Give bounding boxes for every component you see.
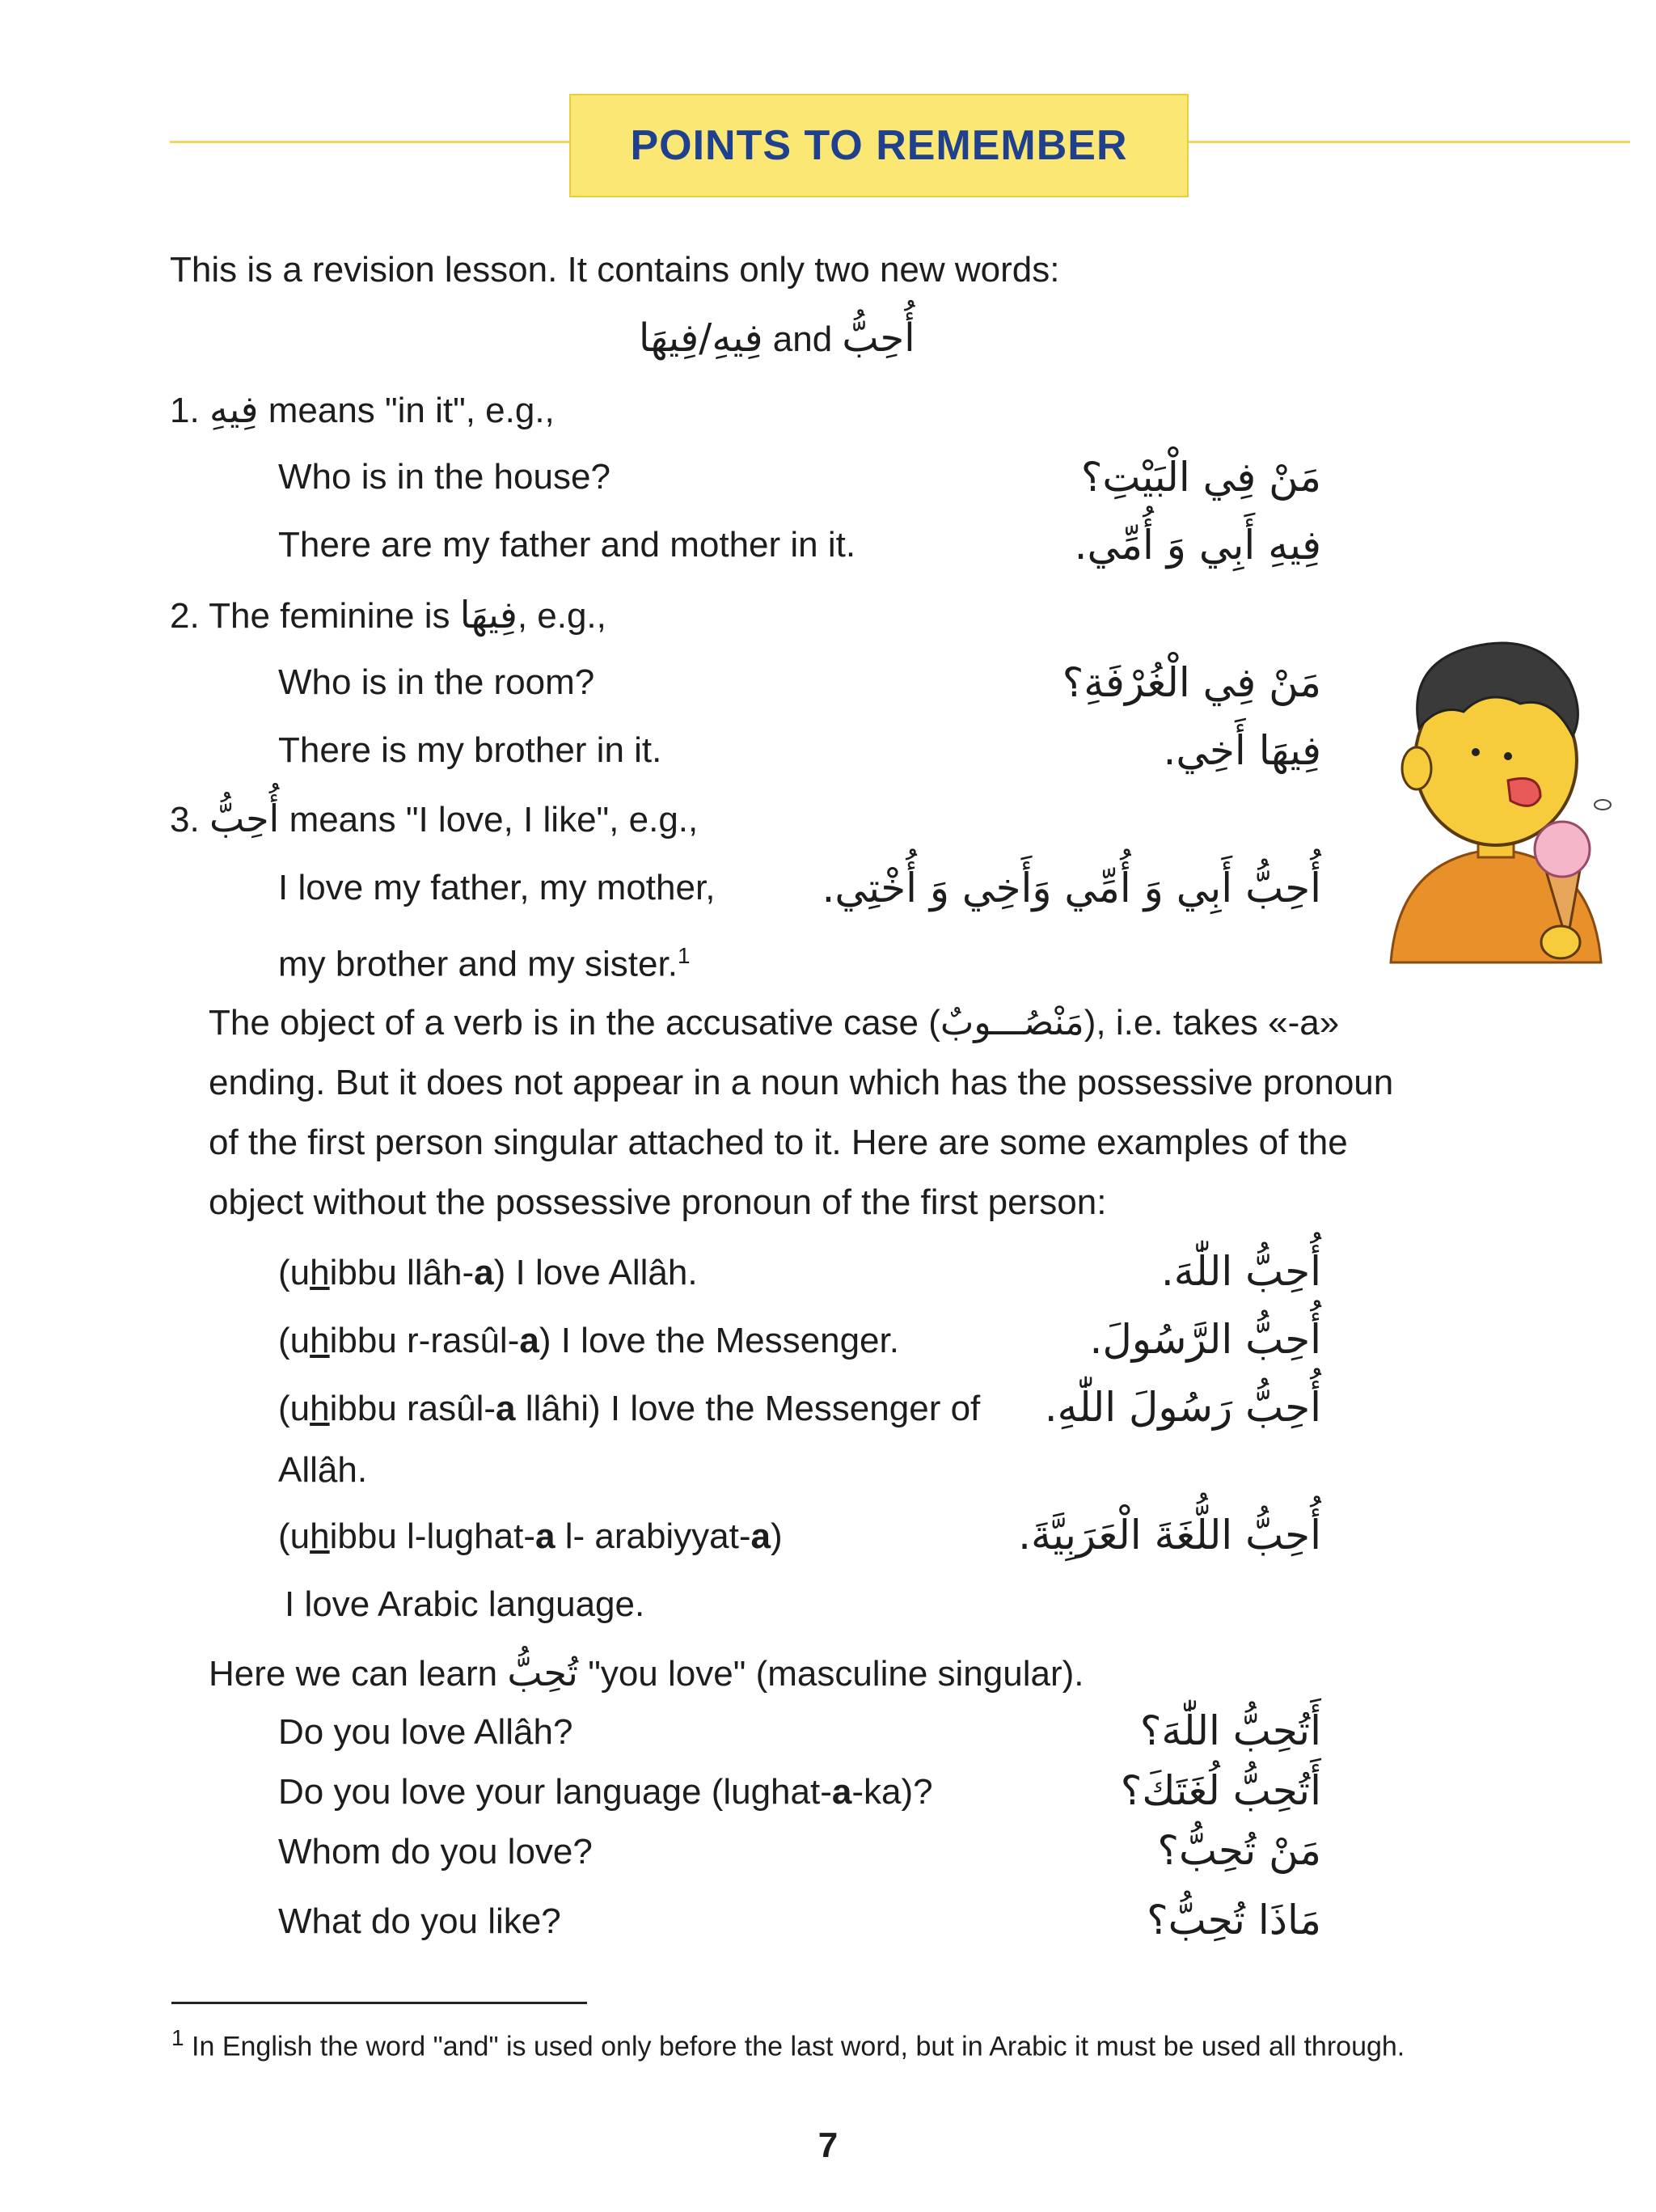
footnote-mark: 1 <box>171 2025 184 2050</box>
question-language-en: Do you love your language (lughat-a-ka)? <box>278 1772 933 1812</box>
item2-eg: , e.g., <box>517 596 606 636</box>
drip <box>1595 800 1611 810</box>
item3-arabic: أُحِبُّ <box>209 797 280 840</box>
paragraph-text-rest: ), i.e. takes «-a» ending. But it does not appear in a noun which has the possessive pronoun of the first person singular attached to it. Here are some examples of the object without the possessive pronoun of the first person: <box>209 1003 1394 1222</box>
new-words-line <box>639 315 915 362</box>
footnote-text: In English the word "and" is used only before the last word, but in Arabic it must be used all through. <box>192 2031 1405 2062</box>
page-title: POINTS TO REMEMBER <box>630 122 1128 169</box>
item2-text: 2. The feminine is <box>170 596 450 636</box>
mansub-arabic: مَنْصُـــوبٌ <box>940 1002 1084 1043</box>
hand <box>1541 926 1580 958</box>
intro-line: This is a revision lesson. It contains only two new words: <box>170 250 1060 290</box>
example-arabic-language-en: (uhibbu l-lughat-a l- arabiyyat-a) <box>278 1516 783 1556</box>
footnote-ref: 1 <box>677 943 691 968</box>
item2-example1-ar: مَنْ فِي الْغُرْفَةِ؟ <box>1062 659 1321 706</box>
accusative-paragraph <box>209 993 1405 1233</box>
item1-arabic: فِيهِ <box>209 387 259 431</box>
example-messenger-allah-cont: Allâh. <box>278 1450 368 1490</box>
example-messenger-allah-ar: أُحِبُّ رَسُولَ اللّٰهِ. <box>1044 1384 1321 1431</box>
item2-example2-en: There is my brother in it. <box>278 730 662 770</box>
item1-example1-ar: مَنْ فِي الْبَيْتِ؟ <box>1080 454 1321 501</box>
tongue <box>1508 779 1540 806</box>
example-messenger-en: (uhibbu r-rasûl-a) I love the Messenger. <box>278 1321 899 1360</box>
question-love-allah-ar: أَتُحِبُّ اللّٰهَ؟ <box>1139 1707 1321 1754</box>
boy-ice-cream-illustration <box>1375 623 1617 979</box>
question-whom-en: Whom do you love? <box>278 1832 593 1872</box>
question-love-allah-en: Do you love Allâh? <box>278 1712 573 1752</box>
learn-meaning: "you love" (masculine singular). <box>588 1654 1084 1694</box>
header-rule-right <box>1185 141 1630 143</box>
new-word-uhibbu: أُحِبُّ <box>842 315 915 361</box>
header-rule-left <box>170 141 569 143</box>
ice-cream-scoop <box>1535 822 1590 877</box>
ear <box>1402 747 1431 789</box>
tuhibbu-arabic: تُحِبُّ <box>507 1651 578 1694</box>
item2-heading <box>170 592 606 639</box>
paragraph-text-start: The object of a verb is in the accusative case ( <box>209 1003 940 1043</box>
item2-example1-en: Who is in the room? <box>278 662 595 702</box>
item1-example2-ar: فِيهِ أَبِي وَ أُمِّي. <box>1074 522 1321 569</box>
item3-heading <box>170 796 698 843</box>
example-arabic-language-translation: I love Arabic language. <box>285 1584 645 1624</box>
page-number: 7 <box>817 2125 839 2165</box>
item1-example1-en: Who is in the house? <box>278 457 610 497</box>
item3-text: means "I love, I like", e.g., <box>289 800 699 840</box>
example-arabic-language-ar: أُحِبُّ اللُّغَةَ الْعَرَبِيَّةَ. <box>1018 1512 1321 1559</box>
example-allah-en: (uhibbu llâh-a) I love Allâh. <box>278 1253 698 1292</box>
item1-number: 1. <box>170 391 200 430</box>
item3-example-ar: أُحِبُّ أَبِي وَ أُمِّي وَأَخِي وَ أُخْتِي. <box>822 865 1321 911</box>
learn-text: Here we can learn <box>209 1654 498 1694</box>
question-what-ar: مَاذَا تُحِبُّ؟ <box>1147 1897 1321 1943</box>
footnote <box>171 2020 1405 2064</box>
item2-example2-ar: فِيهَا أَخِي. <box>1163 727 1321 774</box>
item1-heading <box>170 387 555 434</box>
new-word-fihi: فِيهِ/فِيهَا <box>639 315 763 361</box>
footnote-rule <box>171 2002 587 2004</box>
title-banner <box>569 94 1189 197</box>
example-messenger-allah-en: (uhibbu rasûl-a llâhi) I love the Messenger of <box>278 1389 981 1428</box>
example-messenger-ar: أُحِبُّ الرَّسُولَ. <box>1089 1316 1321 1363</box>
item2-arabic: فِيهَا <box>459 593 518 637</box>
item3-example-en2 <box>278 933 691 988</box>
item3-number: 3. <box>170 800 200 840</box>
example-allah-ar: أُحِبُّ اللّٰهَ. <box>1160 1248 1321 1295</box>
question-what-en: What do you like? <box>278 1901 561 1941</box>
question-whom-ar: مَنْ تُحِبُّ؟ <box>1157 1827 1321 1874</box>
and-word: and <box>772 319 833 359</box>
item1-text: means "in it", e.g., <box>268 391 555 430</box>
eye-right <box>1504 752 1512 760</box>
item1-example2-en: There are my father and mother in it. <box>278 525 856 565</box>
learn-heading <box>209 1650 1084 1697</box>
question-language-ar: أَتُحِبُّ لُغَتَكَ؟ <box>1120 1767 1321 1814</box>
eye-left <box>1472 748 1480 756</box>
item3-example-text: my brother and my sister. <box>278 944 678 984</box>
item3-example-en1: I love my father, my mother, <box>278 868 716 907</box>
